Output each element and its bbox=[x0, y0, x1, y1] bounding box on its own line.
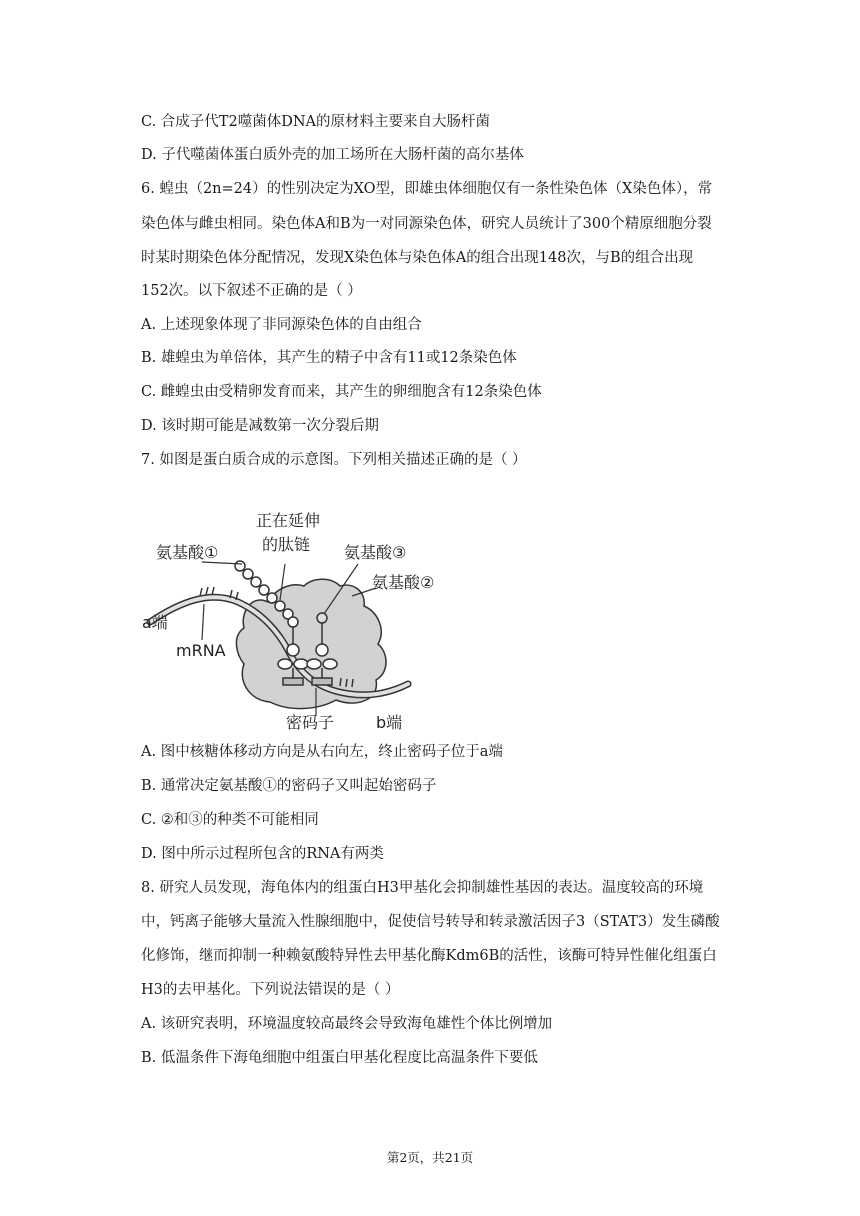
q6-stem-line4: 152次。以下叙述不正确的是（ ） bbox=[141, 283, 362, 299]
ribosome bbox=[236, 579, 386, 708]
q8-stem-line1: 8. 研究人员发现，海龟体内的组蛋白H3甲基化会抑制雄性基因的表达。温度较高的环境 bbox=[141, 880, 704, 896]
q8-stem-line3: 化修饰，继而抑制一种赖氨酸特异性去甲基化酶Kdm6B的活性，该酶可特异性催化组蛋白 bbox=[141, 948, 717, 964]
option-c-q7: C. ②和③的种类不可能相同 bbox=[141, 812, 319, 828]
label-amino-acid-2: 氨基酸② bbox=[372, 573, 435, 592]
q6-stem-line2: 染色体与雌虫相同。染色体A和B为一对同源染色体，研究人员统计了300个精原细胞分裂 bbox=[141, 216, 712, 232]
label-b-end: b端 bbox=[376, 713, 403, 732]
label-a-end: a端 bbox=[142, 613, 168, 632]
q8-stem-line2: 中，钙离子能够大量流入性腺细胞中，促使信号转导和转录激活因子3（STAT3）发生磷酸 bbox=[141, 914, 720, 930]
label-amino-acid-1: 氨基酸① bbox=[156, 543, 219, 562]
label-amino-acid-3: 氨基酸③ bbox=[344, 543, 407, 562]
option-a-q6: A. 上述现象体现了非同源染色体的自由组合 bbox=[141, 317, 422, 333]
option-a-q8: A. 该研究表明，环境温度较高最终会导致海龟雄性个体比例增加 bbox=[141, 1016, 553, 1032]
q6-stem-line1: 6. 蝗虫（2n=24）的性别决定为XO型，即雄虫体细胞仅有一条性染色体（X染色体），常 bbox=[141, 181, 713, 197]
label-mrna: mRNA bbox=[176, 641, 226, 660]
option-a-q7: A. 图中核糖体移动方向是从右向左，终止密码子位于a端 bbox=[141, 744, 503, 760]
option-d-q6: D. 该时期可能是减数第一次分裂后期 bbox=[141, 418, 379, 434]
option-c-q6: C. 雌蝗虫由受精卵发育而来，其产生的卵细胞含有12条染色体 bbox=[141, 384, 542, 400]
label-peptide-line1: 正在延伸 bbox=[256, 511, 321, 530]
protein-synthesis-diagram bbox=[140, 504, 460, 734]
option-d-q5: D. 子代噬菌体蛋白质外壳的加工场所在大肠杆菌的高尔基体 bbox=[141, 147, 524, 163]
label-codon: 密码子 bbox=[286, 713, 335, 732]
option-b-q8: B. 低温条件下海龟细胞中组蛋白甲基化程度比高温条件下要低 bbox=[141, 1050, 538, 1066]
option-b-q6: B. 雄蝗虫为单倍体，其产生的精子中含有11或12条染色体 bbox=[141, 350, 517, 366]
label-peptide-line2: 的肽链 bbox=[262, 535, 311, 554]
option-d-q7: D. 图中所示过程所包含的RNA有两类 bbox=[141, 846, 384, 862]
option-c-q5: C. 合成子代T2噬菌体DNA的原材料主要来自大肠杆菌 bbox=[141, 114, 490, 130]
q6-stem-line3: 时某时期染色体分配情况，发现X染色体与染色体A的组合出现148次，与B的组合出现 bbox=[141, 250, 694, 266]
q8-stem-line4: H3的去甲基化。下列说法错误的是（ ） bbox=[141, 982, 400, 998]
q7-stem: 7. 如图是蛋白质合成的示意图。下列相关描述正确的是（ ） bbox=[141, 452, 527, 468]
option-b-q7: B. 通常决定氨基酸①的密码子又叫起始密码子 bbox=[141, 778, 437, 794]
page-footer: 第2页，共21页 bbox=[386, 1150, 474, 1165]
